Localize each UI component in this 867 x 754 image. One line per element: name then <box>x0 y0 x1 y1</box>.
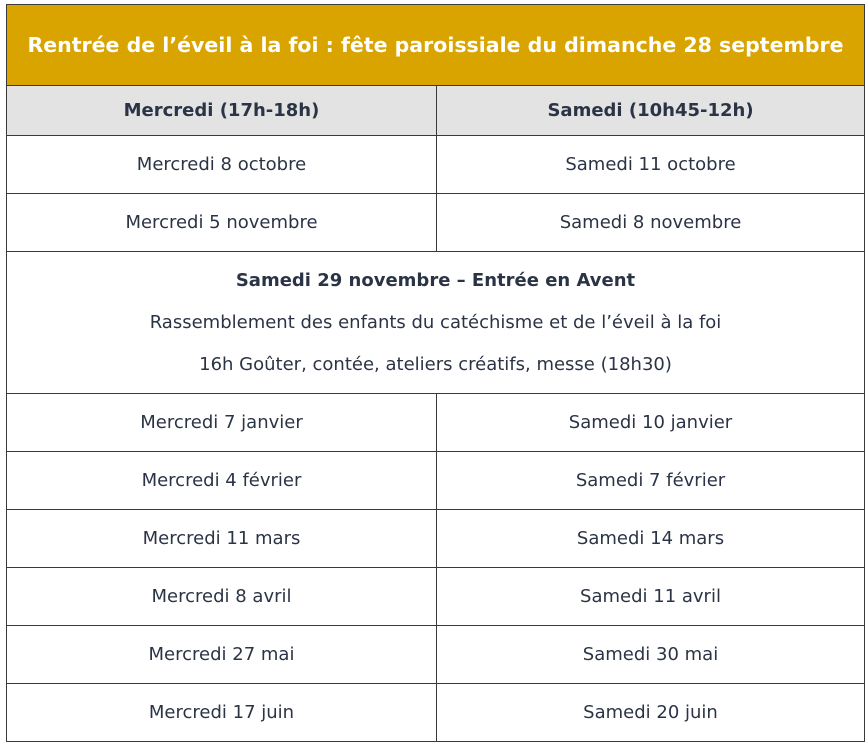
table-row <box>7 626 865 684</box>
schedule-document <box>6 4 864 742</box>
table-row <box>7 194 865 252</box>
header-wednesday: Mercredi (17h-18h) <box>7 86 437 136</box>
saturday-date: Samedi 7 février <box>437 452 865 510</box>
special-event-description: Rassemblement des enfants du catéchisme et de l’éveil à la foi <box>149 311 722 333</box>
wednesday-date: Mercredi 8 avril <box>7 568 437 626</box>
special-event-cell <box>7 252 865 394</box>
title-row <box>7 5 865 86</box>
table-row <box>7 452 865 510</box>
table-row <box>7 136 865 194</box>
wednesday-date: Mercredi 7 janvier <box>7 394 437 452</box>
table-row <box>7 684 865 742</box>
saturday-date: Samedi 11 octobre <box>437 136 865 194</box>
header-saturday: Samedi (10h45-12h) <box>437 86 865 136</box>
special-event-program: 16h Goûter, contée, ateliers créatifs, messe (18h30) <box>199 353 672 375</box>
wednesday-date: Mercredi 5 novembre <box>7 194 437 252</box>
wednesday-date: Mercredi 4 février <box>7 452 437 510</box>
saturday-date: Samedi 20 juin <box>437 684 865 742</box>
saturday-date: Samedi 11 avril <box>437 568 865 626</box>
wednesday-date: Mercredi 8 octobre <box>7 136 437 194</box>
special-event-headline: Samedi 29 novembre – Entrée en Avent <box>235 269 636 291</box>
schedule-table <box>6 4 865 742</box>
saturday-date: Samedi 14 mars <box>437 510 865 568</box>
wednesday-date: Mercredi 17 juin <box>7 684 437 742</box>
table-row <box>7 394 865 452</box>
saturday-date: Samedi 10 janvier <box>437 394 865 452</box>
table-row <box>7 568 865 626</box>
header-row <box>7 86 865 136</box>
saturday-date: Samedi 8 novembre <box>437 194 865 252</box>
special-event-row <box>7 252 865 394</box>
wednesday-date: Mercredi 27 mai <box>7 626 437 684</box>
table-title: Rentrée de l’éveil à la foi : fête paroissiale du dimanche 28 septembre <box>7 5 865 86</box>
wednesday-date: Mercredi 11 mars <box>7 510 437 568</box>
table-row <box>7 510 865 568</box>
saturday-date: Samedi 30 mai <box>437 626 865 684</box>
